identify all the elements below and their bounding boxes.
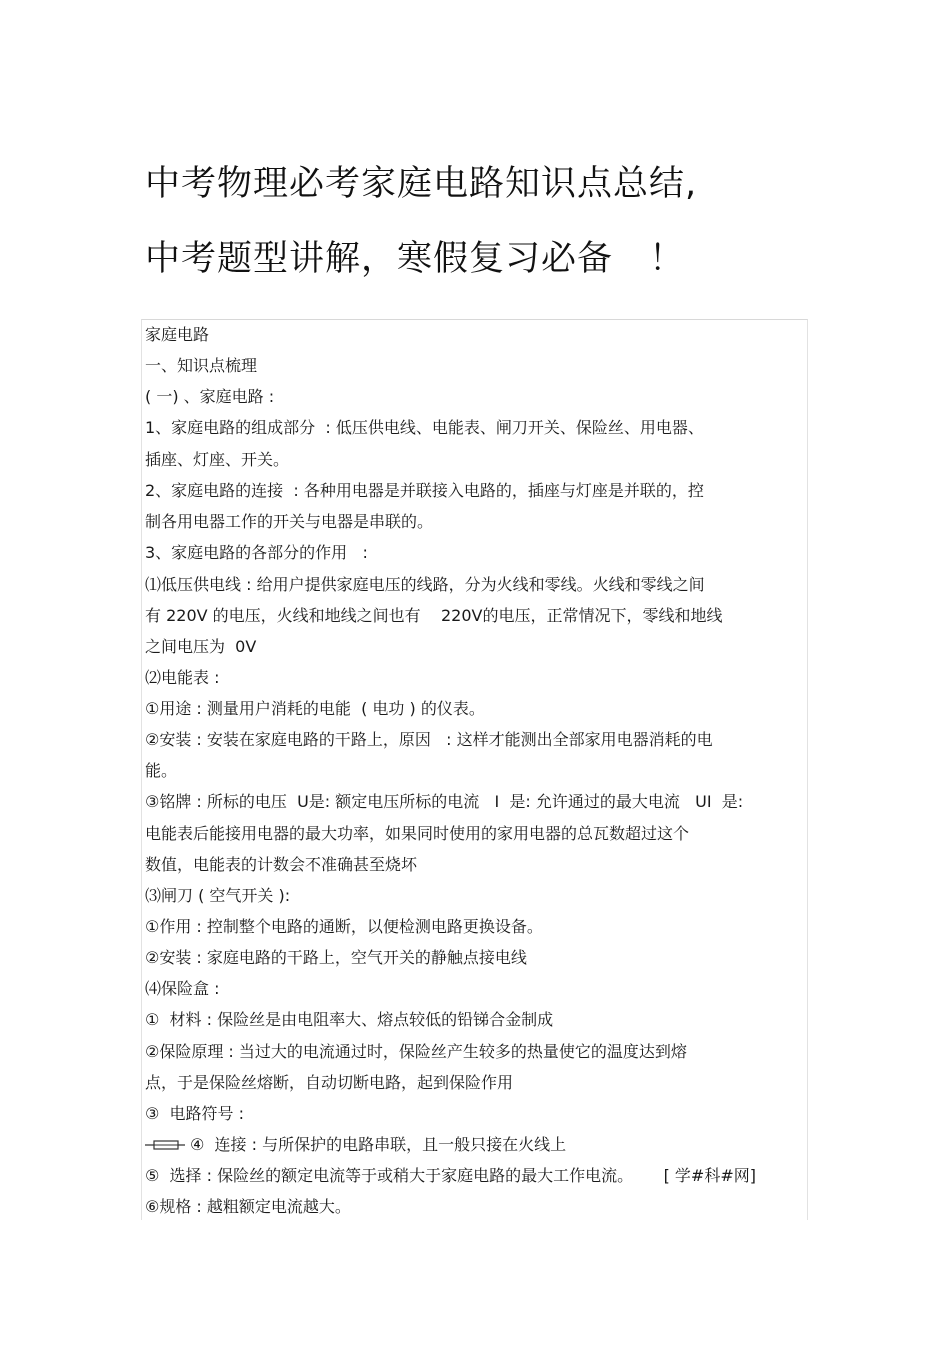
text-line: 插座、灯座、开关。 — [145, 450, 290, 469]
text-line: 家庭电路 — [145, 325, 210, 344]
text-line: ⑷保险盒 : — [145, 979, 220, 998]
text-line: ②安装 : 家庭电路的干路上，空气开关的静触点接电线 — [145, 948, 527, 967]
text-line: 数值，电能表的计数会不准确甚至烧坏 — [145, 855, 418, 874]
text-line: 制各用电器工作的开关与电器是串联的。 — [145, 512, 434, 531]
text-line: 2、家庭电路的连接 : 各种用电器是并联接入电路的，插座与灯座是并联的，控 — [145, 481, 704, 500]
text-line: ③ 电路符号 : — [145, 1104, 244, 1123]
text-line: ①用途 : 测量用户消耗的电能 ( 电功 ) 的仪表。 — [145, 699, 485, 718]
text-line: ( 一) 、家庭电路 : — [145, 387, 275, 406]
text-line: 电能表后能接用电器的最大功率，如果同时使用的家用电器的总瓦数超过这个 — [145, 824, 690, 843]
text-line: 之间电压为 0V — [145, 637, 257, 656]
text-line: ③铭牌 : 所标的电压 U是: 额定电压所标的电流 I 是: 允许通过的最大电流 UI 是: — [145, 792, 744, 811]
text-line: 能。 — [145, 761, 178, 780]
text-line: ②保险原理 : 当过大的电流通过时，保险丝产生较多的热量使它的温度达到熔 — [145, 1042, 687, 1061]
text-line: 点，于是保险丝熔断，自动切断电路，起到保险作用 — [145, 1073, 514, 1092]
text-line: ⑥规格 : 越粗额定电流越大。 — [145, 1197, 351, 1216]
text-line: ⑤ 选择 : 保险丝的额定电流等于或稍大于家庭电路的最大工作电流。 [ 学#科#网] — [145, 1166, 756, 1185]
text-line: ②安装 : 安装在家庭电路的干路上，原因 : 这样才能测出全部家用电器消耗的电 — [145, 730, 713, 749]
text-line: 有 220V 的电压，火线和地线之间也有 220V的电压，正常情况下，零线和地线 — [145, 606, 723, 625]
text-line: ④ 连接 : 与所保护的电路串联，且一般只接在火线上 — [190, 1135, 567, 1154]
text-line: 3、家庭电路的各部分的作用 : — [145, 543, 368, 562]
fuse-symbol-icon — [145, 1137, 185, 1153]
text-line: ⑴低压供电线 : 给用户提供家庭电压的线路，分为火线和零线。火线和零线之间 — [145, 575, 705, 594]
title-line-2: 中考题型讲解，寒假复习必备 ！ — [145, 239, 686, 279]
text-line: 一、知识点梳理 — [145, 356, 258, 375]
text-line: ① 材料 : 保险丝是由电阻率大、熔点较低的铅锑合金制成 — [145, 1010, 554, 1029]
text-line: ⑵电能表 : — [145, 668, 220, 687]
text-line: 1、家庭电路的组成部分 : 低压供电线、电能表、闸刀开关、保险丝、用电器、 — [145, 418, 704, 437]
text-line: ⑶闸刀 ( 空气开关 ): — [145, 886, 291, 905]
text-line: ①作用 : 控制整个电路的通断，以便检测电路更换设备。 — [145, 917, 543, 936]
title-line-1: 中考物理必考家庭电路知识点总结, — [145, 164, 698, 204]
